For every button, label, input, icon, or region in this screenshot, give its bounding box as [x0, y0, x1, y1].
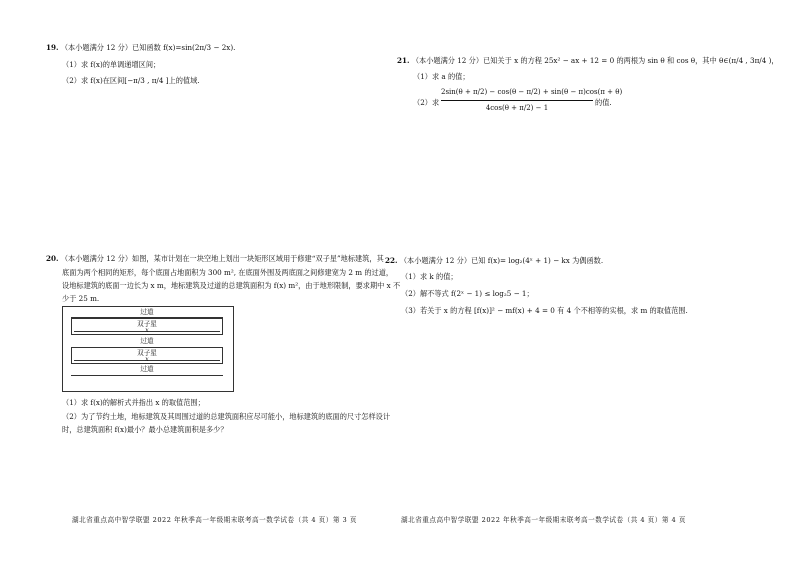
- question-21-part-1: （1）求 a 的值；: [413, 72, 470, 81]
- question-19: [46, 43, 235, 52]
- building-lower-label: 双子星: [137, 349, 157, 357]
- page-footer: 湖北省重点高中智学联盟 2022 年秋季高一年级期末联考高一数学试卷（共 4 页）第 4 页: [401, 516, 686, 524]
- question-20-line-4: 少于 25 m.: [62, 294, 100, 303]
- question-22-part-3: （3）若关于 x 的方程 [f(x)]² − mf(x) + 4 = 0 有 4 个不相等的实根，求 m 的取值范围.: [401, 306, 688, 315]
- question-21-number: 21.: [397, 56, 410, 65]
- question-19-stem: （本小题满分 12 分）已知函数 f(x)=sin(2π/3 − 2x).: [60, 43, 236, 52]
- question-19-part-2: （2）求 f(x)在区间[−π/3 , π/4 ]上的值域.: [62, 76, 200, 85]
- question-21-part-2-suffix: 的值.: [595, 98, 612, 107]
- road-label-middle: 过道: [140, 337, 154, 345]
- question-20-part-2-line-2: 时，总建筑面积 f(x)最小？最小总建筑面积是多少？: [62, 425, 228, 434]
- building-lower-side-label: x: [145, 356, 149, 363]
- question-20-part-2-line-1: （2）为了节约土地，地标建筑及其周围过道的总建筑面积应尽可能小，地标建筑的底面的尺寸怎样设计: [62, 412, 391, 421]
- building-upper-label: 双子星: [137, 320, 157, 328]
- road-divider: [71, 375, 223, 376]
- question-21-part-2-prefix: （2）求: [413, 98, 440, 107]
- question-19-number: 19.: [46, 43, 59, 52]
- building-lower: [71, 347, 223, 364]
- question-20-number: 20.: [46, 254, 59, 263]
- question-20: [46, 254, 384, 263]
- question-21: [397, 56, 779, 65]
- question-22-part-2: （2）解不等式 f(2ˣ − 1) ≤ log₂5 − 1；: [401, 289, 534, 298]
- fraction-denominator: 4cos(θ + π/2) − 1: [485, 104, 549, 112]
- question-21-stem: （本小题满分 12 分）已知关于 x 的方程 25x² − ax + 12 = 0 的两根为 sin θ 和 cos θ，其中 θ∈(π/4 , 3π/4 )，: [411, 56, 779, 65]
- question-20-part-1: （1）求 f(x)的解析式并指出 x 的取值范围；: [62, 398, 205, 407]
- question-22-number: 22.: [385, 256, 398, 265]
- twin-tower-diagram: [62, 306, 234, 392]
- question-22-stem: （本小题满分 12 分）已知 f(x)= log₂(4ˣ + 1) − kx 为偶函数.: [399, 256, 604, 265]
- question-20-line-2: 底面为两个相同的矩形，每个底面占地面积为 300 m², 在底面外围及两底面之间修建宽为 2 m 的过道，: [62, 268, 394, 277]
- building-upper: [71, 318, 223, 335]
- question-20-line-1: （本小题满分 12 分）如图，某市计划在一块空地上划出一块矩形区域用于修建“双子星”地标建筑，其: [60, 254, 384, 263]
- road-label-bottom: 过道: [140, 365, 154, 373]
- question-22: [385, 256, 603, 265]
- exam-page-4: [385, 0, 794, 561]
- page-footer: 湖北省重点高中智学联盟 2022 年秋季高一年级期末联考高一数学试卷（共 4 页）第 3 页: [72, 516, 357, 524]
- question-22-part-1: （1）求 k 的值；: [401, 272, 458, 281]
- fraction-numerator: 2sin(θ + π/2) − cos(θ − π/2) + sin(θ − π)cos(π + θ): [441, 88, 623, 96]
- building-upper-side-label: x: [145, 327, 149, 334]
- fraction-bar: [441, 100, 593, 101]
- question-19-part-1: （1）求 f(x)的单调递增区间；: [62, 60, 161, 69]
- road-label-top: 过道: [140, 308, 154, 316]
- question-20-line-3: 设地标建筑的底面一边长为 x m，地标建筑及过道的总建筑面积为 f(x) m²，由于地形限制，要求期中 x 不: [62, 281, 401, 290]
